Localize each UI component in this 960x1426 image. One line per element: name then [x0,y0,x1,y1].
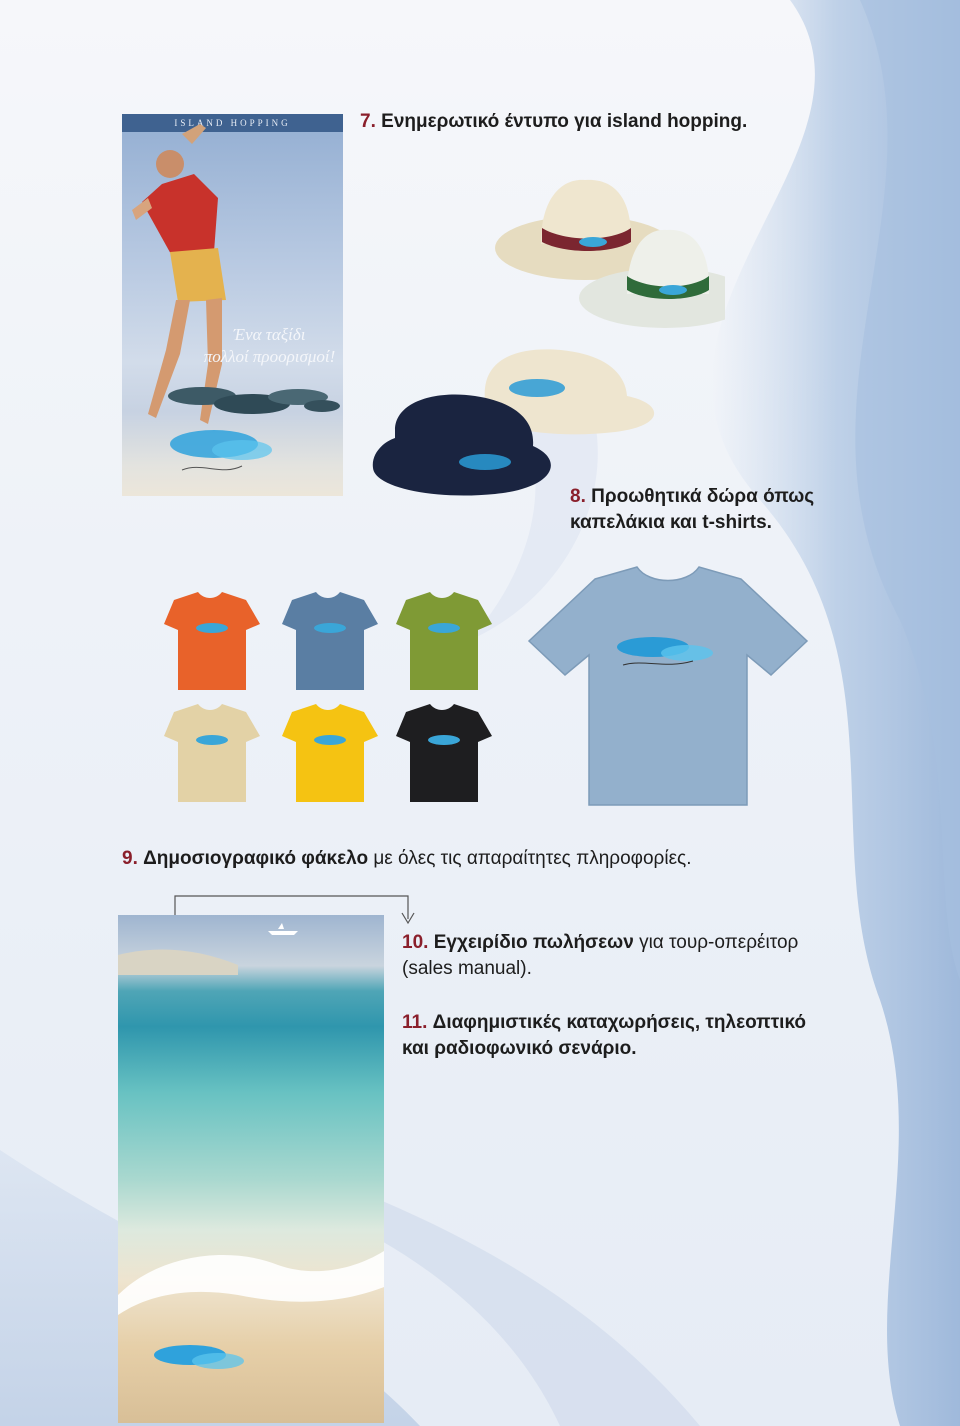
item-7-caption [360,109,790,135]
folder-illustration [118,915,384,1423]
item-title: Δημοσιογραφικό φάκελο [143,848,369,869]
brochure-slogan: Ένα ταξίδι πολλοί προορισμοί! [203,325,336,366]
item-number: 10. [402,932,429,953]
brochure-header-band: ISLAND HOPPING [122,114,343,132]
item-number: 9. [122,848,138,869]
item-number: 7. [360,111,376,132]
tshirt-orange [164,592,260,690]
press-folder [118,915,384,1423]
tshirt-black [396,704,492,802]
item-title-line-1: Προωθητικά δώρα όπως [591,486,815,507]
tshirt-grid [160,590,510,810]
item-9-caption [122,846,842,872]
tshirt-olive [396,592,492,690]
item-title-line-2: και ραδιοφωνικό σενάριο. [402,1038,637,1059]
item-title-line-1: Διαφημιστικές καταχωρήσεις, τηλεοπτικό [432,1012,807,1033]
item-description: με όλες τις απαραίτητες πληροφορίες. [373,848,692,869]
island-hopping-brochure [122,114,343,496]
promotional-hats [365,170,725,515]
item-number: 8. [570,486,586,507]
item-description-line-2: (sales manual). [402,958,532,979]
item-title: Ενημερωτικό έντυπο για island hopping. [381,111,748,132]
tshirt-beige [164,704,260,802]
item-8-caption [570,484,900,536]
tshirt-large [525,565,810,815]
item-title: Εγχειρίδιο πωλήσεων [433,932,634,953]
item-11-caption [402,1010,842,1062]
item-number: 11. [402,1012,428,1033]
brochure-illustration [122,114,343,496]
item-10-caption [402,930,842,982]
item-title-line-2: καπελάκια και t-shirts. [570,512,772,533]
item-description-line-1: για τουρ-οπερέιτορ [639,932,799,953]
tshirt-yellow [282,704,378,802]
tshirt-steel-blue [282,592,378,690]
